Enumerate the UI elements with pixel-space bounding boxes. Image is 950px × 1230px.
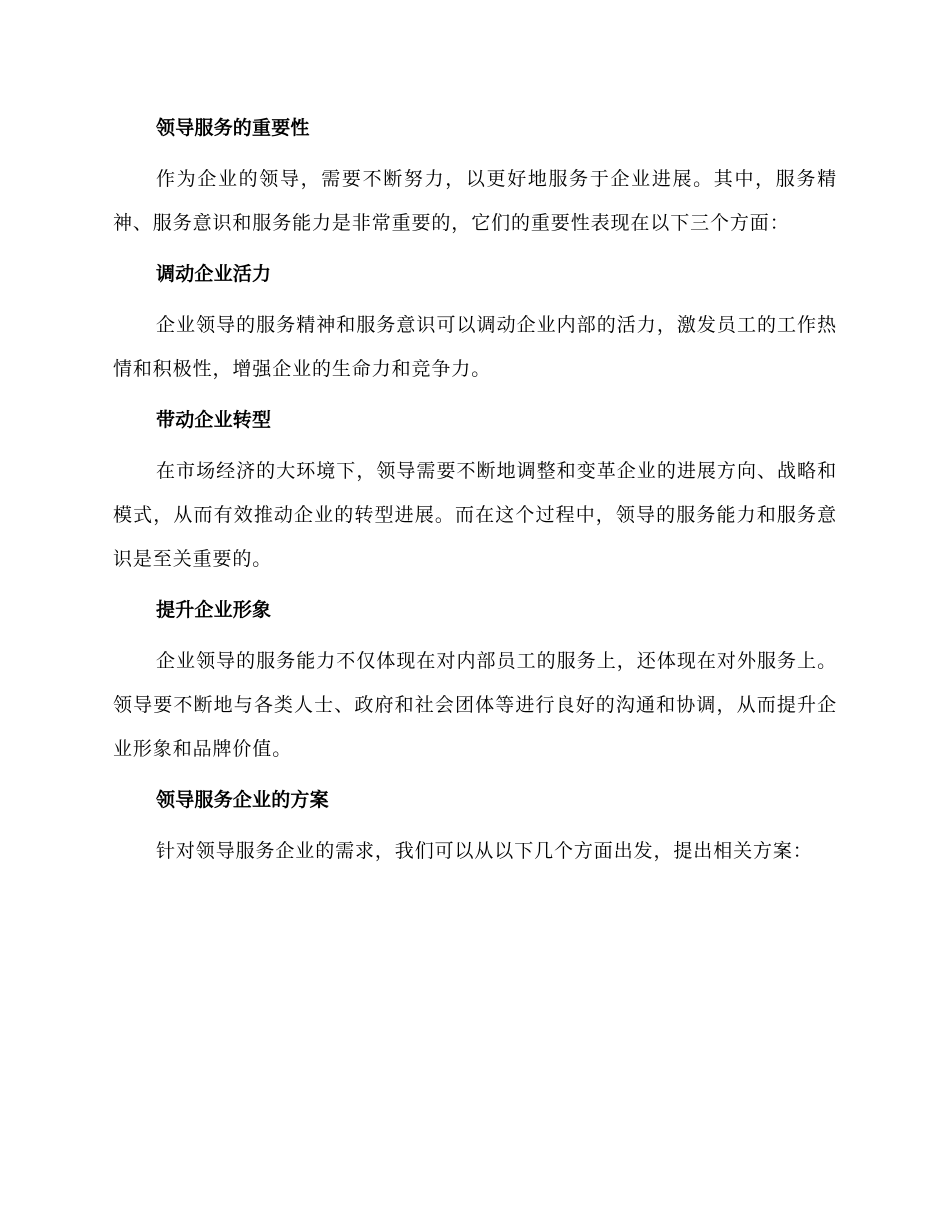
document-body xyxy=(113,112,837,873)
section-paragraph: 在市场经济的大环境下，领导需要不断地调整和变革企业的进展方向、战略和模式，从而有效推动企业的转型进展。而在这个过程中，领导的服务能力和服务意识是至关重要的。 xyxy=(113,460,837,570)
section-heading: 领导服务企业的方案 xyxy=(156,789,329,811)
section-heading: 调动企业活力 xyxy=(156,263,272,285)
section-heading: 提升企业形象 xyxy=(156,599,272,621)
section-heading: 领导服务的重要性 xyxy=(156,117,310,139)
section-paragraph: 针对领导服务企业的需求，我们可以从以下几个方面出发，提出相关方案： xyxy=(156,840,813,862)
section-heading: 带动企业转型 xyxy=(156,409,272,431)
section-paragraph: 作为企业的领导，需要不断努力，以更好地服务于企业进展。其中，服务精神、服务意识和服务能力是非常重要的，它们的重要性表现在以下三个方面： xyxy=(113,168,837,234)
section-paragraph: 企业领导的服务能力不仅体现在对内部员工的服务上，还体现在对外服务上。领导要不断地与各类人士、政府和社会团体等进行良好的沟通和协调，从而提升企业形象和品牌价值。 xyxy=(113,650,837,760)
section-paragraph: 企业领导的服务精神和服务意识可以调动企业内部的活力，激发员工的工作热情和积极性，增强企业的生命力和竞争力。 xyxy=(113,314,837,380)
